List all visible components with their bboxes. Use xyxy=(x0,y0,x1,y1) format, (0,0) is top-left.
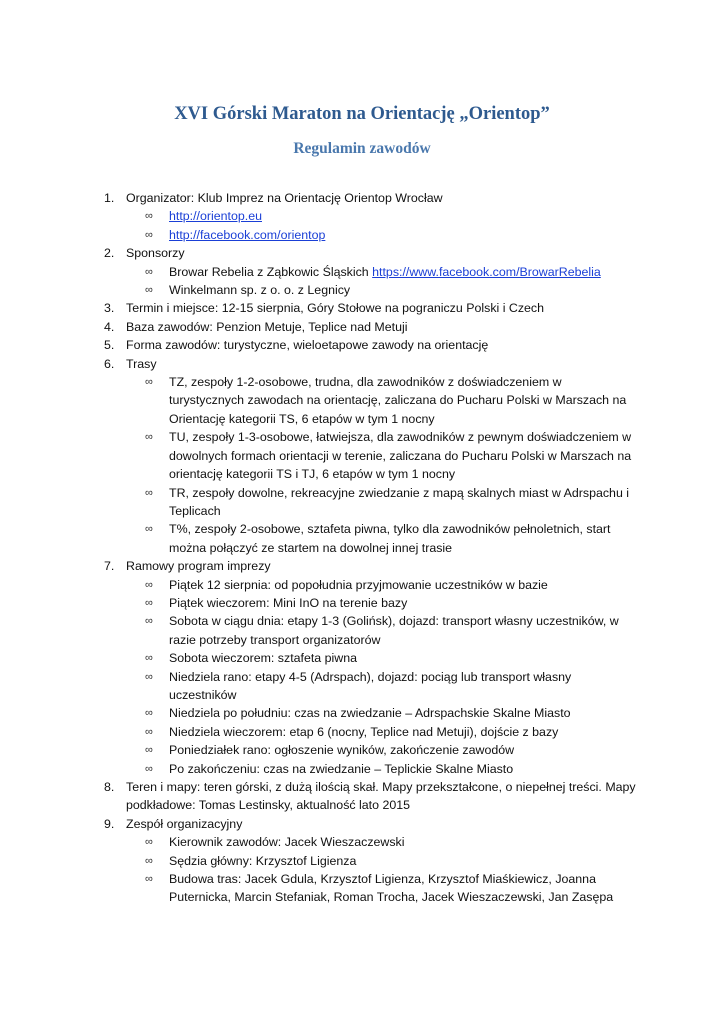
item-number: 1. xyxy=(104,191,115,205)
list-item xyxy=(0,299,646,317)
sub-item xyxy=(0,373,639,428)
infinity-bullet-icon: ∞ xyxy=(145,210,153,223)
sub-item xyxy=(0,281,639,299)
sub-item xyxy=(0,520,639,557)
sub-item xyxy=(0,833,639,851)
sub-item-text: Niedziela rano: etapy 4-5 (Adrspach), dojazd: pociąg lub transport własny uczestników xyxy=(169,669,572,702)
item-number: 8. xyxy=(104,780,115,794)
browar-rebelia-link[interactable]: https://www.facebook.com/BrowarRebelia xyxy=(372,264,601,279)
sub-item-text: Poniedziałek rano: ogłoszenie wyników, zakończenie zawodów xyxy=(169,743,515,758)
sub-item xyxy=(0,870,639,907)
infinity-bullet-icon: ∞ xyxy=(145,762,153,775)
sub-item xyxy=(0,723,639,741)
item-number: 3. xyxy=(104,301,115,316)
sub-item xyxy=(0,576,639,594)
sub-item-text: Sobota w ciągu dnia: etapy 1-3 (Golińsk), dojazd: transport własny uczestników, w razie potrzeby transport organizatorów xyxy=(169,614,619,647)
list-item xyxy=(0,778,646,815)
sub-item xyxy=(0,263,639,281)
infinity-bullet-icon: ∞ xyxy=(145,744,153,757)
infinity-bullet-icon: ∞ xyxy=(145,615,153,628)
sub-item-text: Piątek wieczorem: Mini InO na terenie bazy xyxy=(169,595,408,610)
infinity-bullet-icon: ∞ xyxy=(145,284,153,297)
sub-item-text: Sobota wieczorem: sztafeta piwna xyxy=(169,651,358,666)
infinity-bullet-icon: ∞ xyxy=(145,486,153,499)
infinity-bullet-icon: ∞ xyxy=(145,652,153,665)
sub-item xyxy=(0,704,639,722)
infinity-bullet-icon: ∞ xyxy=(145,854,153,867)
sub-item xyxy=(0,428,639,483)
document-subtitle: Regulamin zawodów xyxy=(293,140,431,157)
list-item xyxy=(0,336,646,354)
list-item xyxy=(0,355,646,373)
sub-item-text: TR, zespoły dowolne, rekreacyjne zwiedzanie z mapą skalnych miast w Adrspachu i Teplicach xyxy=(169,485,630,518)
orientop-facebook-link[interactable]: http://facebook.com/orientop xyxy=(169,227,326,242)
sub-item xyxy=(0,484,639,521)
item-text: Sponsorzy xyxy=(126,246,185,261)
sub-item xyxy=(0,594,639,612)
orientop-website-link[interactable]: http://orientop.eu xyxy=(169,209,262,224)
infinity-bullet-icon: ∞ xyxy=(145,836,153,849)
sub-item xyxy=(0,852,639,870)
list-item xyxy=(0,244,646,262)
sub-item-text: Niedziela wieczorem: etap 6 (nocny, Teplice nad Metuji), dojście z bazy xyxy=(169,724,559,739)
sub-item-text: Kierownik zawodów: Jacek Wieszaczewski xyxy=(169,835,405,850)
sub-item-text: Po zakończeniu: czas na zwiedzanie – Teplickie Skalne Miasto xyxy=(169,761,514,776)
list-item xyxy=(0,557,646,575)
infinity-bullet-icon: ∞ xyxy=(145,670,153,683)
item-text: Trasy xyxy=(126,356,157,371)
sub-item xyxy=(0,760,639,778)
item-number: 4. xyxy=(104,319,115,334)
infinity-bullet-icon: ∞ xyxy=(145,873,153,886)
infinity-bullet-icon: ∞ xyxy=(145,376,153,389)
sub-item xyxy=(0,612,639,649)
infinity-bullet-icon: ∞ xyxy=(145,578,153,591)
infinity-bullet-icon: ∞ xyxy=(145,431,153,444)
item-text: Forma zawodów: turystyczne, wieloetapowe zawody na orientację xyxy=(126,338,489,353)
infinity-bullet-icon: ∞ xyxy=(145,265,153,278)
item-number: 7. xyxy=(104,559,115,574)
regulations-list xyxy=(0,189,724,907)
infinity-bullet-icon: ∞ xyxy=(145,725,153,738)
item-number: 5. xyxy=(104,338,115,353)
item-number: 2. xyxy=(104,246,115,261)
sub-item xyxy=(0,649,639,667)
list-item xyxy=(0,815,646,833)
sub-item xyxy=(0,207,639,225)
item-number: 9. xyxy=(104,816,115,831)
sub-item-text: Budowa tras: Jacek Gdula, Krzysztof Ligienza, Krzysztof Miaśkiewicz, Joanna Puternicka, Marcin Stefaniak, Roman Trocha, Jacek Wieszaczewski, Jan Zasępa xyxy=(169,872,614,905)
item-text: Teren i mapy: teren górski, z dużą ilością skał. Mapy przekształcone, o niepełnej treści. Mapy podkładowe: Tomas Lestinsky, aktualność lato 2015 xyxy=(126,780,636,813)
sub-item-text: Niedziela po południu: czas na zwiedzanie – Adrspachskie Skalne Miasto xyxy=(169,706,571,721)
list-item xyxy=(0,318,646,336)
sub-item-text: Sędzia główny: Krzysztof Ligienza xyxy=(169,853,357,868)
infinity-bullet-icon: ∞ xyxy=(145,228,153,241)
document-title: XVI Górski Maraton na Orientację „Orientop” xyxy=(174,104,550,124)
sub-item-text: TZ, zespoły 1-2-osobowe, trudna, dla zawodników z doświadczeniem w turystycznych zawodach na orientację, zaliczana do Pucharu Polski w Marszach na Orientację kategorii TS, 6 etapów w tym 1 nocny xyxy=(169,375,627,426)
infinity-bullet-icon: ∞ xyxy=(145,523,153,536)
item-text: Baza zawodów: Penzion Metuje, Teplice nad Metuji xyxy=(126,319,408,334)
item-text: Termin i miejsce: 12-15 sierpnia, Góry Stołowe na pograniczu Polski i Czech xyxy=(126,301,545,316)
infinity-bullet-icon: ∞ xyxy=(145,596,153,609)
item-number: 6. xyxy=(104,356,115,371)
sub-item-text: Browar Rebelia z Ząbkowic Śląskich xyxy=(169,264,373,279)
sub-item-text: TU, zespoły 1-3-osobowe, łatwiejsza, dla zawodników z pewnym doświadczeniem w dowolnych formach orientacji w terenie, zaliczana do Pucharu Polski w Marszach na orientację kategorii TS i TJ, 6 etapów w tym 1 nocny xyxy=(169,430,632,482)
item-text: Ramowy program imprezy xyxy=(126,559,271,574)
item-text: Zespół organizacyjny xyxy=(126,816,243,831)
sub-item xyxy=(0,741,639,759)
infinity-bullet-icon: ∞ xyxy=(145,707,153,720)
sub-item-text: Piątek 12 sierpnia: od popołudnia przyjmowanie uczestników w bazie xyxy=(169,577,548,592)
sub-item xyxy=(0,668,639,705)
sub-item-text: Winkelmann sp. z o. o. z Legnicy xyxy=(169,283,351,298)
list-item xyxy=(0,189,646,207)
item-text: Organizator: Klub Imprez na Orientację Orientop Wrocław xyxy=(126,191,443,205)
sub-item-text: T%, zespoły 2-osobowe, sztafeta piwna, tylko dla zawodników pełnoletnich, start można połączyć ze startem na dowolnej innej trasie xyxy=(169,522,611,555)
sub-item xyxy=(0,226,639,244)
